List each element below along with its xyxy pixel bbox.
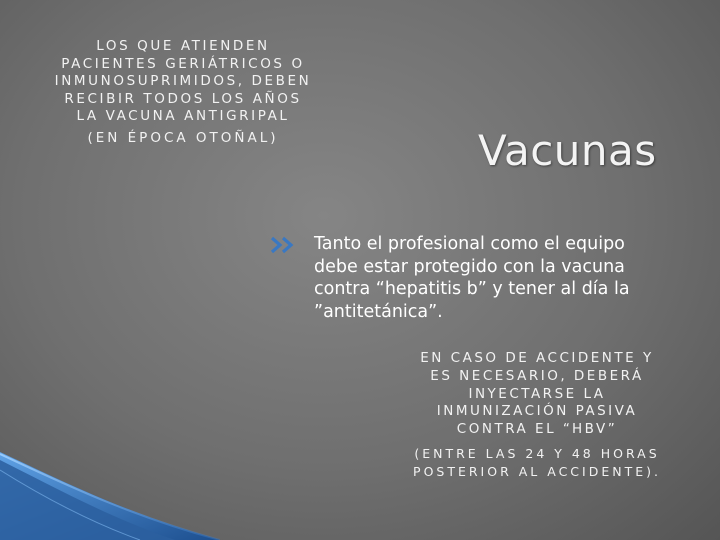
right-note-line: EN CASO DE ACCIDENTE Y — [420, 350, 654, 366]
left-note — [28, 38, 338, 148]
bullet-text: Tanto el profesional como el equipo debe estar protegido con la vacuna contra “hepatitis b” y tener al día la ”antitetánica”. — [314, 234, 630, 322]
right-note-line: ES NECESARIO, DEBERÁ — [430, 367, 644, 384]
right-note-sub-line: POSTERIOR AL ACCIDENTE). — [413, 463, 661, 479]
right-note-sub-line: (ENTRE LAS 24 Y 48 HORAS — [414, 445, 660, 461]
slide-title: Vacunas — [478, 126, 657, 175]
left-note-line: LOS QUE ATIENDEN — [96, 38, 270, 54]
left-note-line: LA VACUNA ANTIGRIPAL — [76, 108, 290, 125]
right-note — [392, 350, 682, 481]
left-note-line: PACIENTES GERIÁTRICOS O — [61, 55, 305, 72]
left-note-line: INMUNOSUPRIMIDOS, DEBEN — [54, 73, 312, 90]
right-note-line: INYECTARSE LA — [468, 385, 606, 402]
double-chevron-right-icon — [270, 235, 300, 255]
right-note-line: INMUNIZACIÓN PASIVA — [436, 403, 638, 420]
decorative-swoosh — [0, 440, 220, 540]
right-note-sub — [392, 445, 682, 481]
left-note-sub: (EN ÉPOCA OTOÑAL) — [87, 129, 279, 146]
left-note-line: RECIBIR TODOS LOS AÑOS — [64, 90, 302, 107]
right-note-line: CONTRA EL “HBV” — [456, 421, 618, 438]
